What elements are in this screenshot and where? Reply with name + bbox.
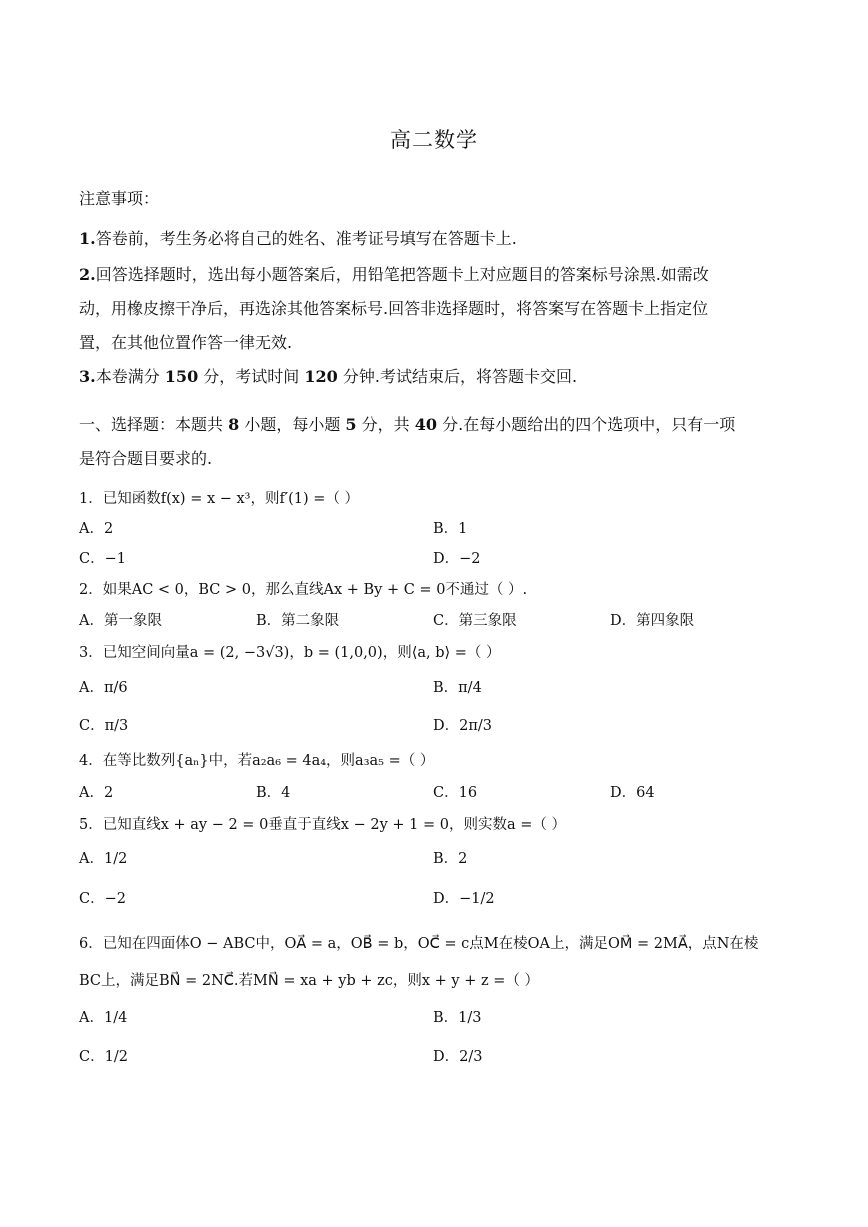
question-3-option-c: C．π/3 [79, 718, 129, 734]
question-5-option-c: C．−2 [79, 891, 126, 907]
question-1-option-a: A．2 [79, 521, 114, 537]
notice-item-number: 3. [79, 367, 96, 386]
section-text: 分.在每小题给出的四个选项中，只有一项 [437, 415, 736, 434]
notice-item-2-line3: 置，在其他位置作答一律无效. [79, 333, 293, 352]
notice-text: 本卷满分 [95, 367, 165, 386]
question-1-option-b: B．1 [433, 521, 468, 537]
question-2-option-d: D．第四象限 [610, 613, 695, 629]
question-6-option-b: B．1/3 [433, 1010, 482, 1026]
section-text: 分，共 [356, 415, 415, 434]
question-count: 8 [228, 415, 240, 434]
points-total: 40 [414, 415, 438, 434]
section-text: 一、选择题：本题共 [79, 415, 229, 434]
notice-item-text: 回答选择题时，选出每小题答案后，用铅笔把答题卡上对应题目的答案标号涂黑.如需改 [95, 265, 709, 284]
question-2-stem: 2．如果AC < 0，BC > 0，那么直线Ax + By + C = 0不通过（ ）. [79, 582, 528, 598]
question-1-stem: 1．已知函数f(x) = x − x³，则f′(1) =（ ） [79, 491, 360, 507]
section-text: 小题，每小题 [239, 415, 346, 434]
notice-item-2 [79, 262, 709, 285]
question-5-option-d: D．−1/2 [433, 891, 495, 907]
question-6-option-a: A．1/4 [79, 1010, 128, 1026]
question-1-option-d: D．−2 [433, 551, 481, 567]
question-3-option-b: B．π/4 [433, 680, 482, 696]
page-title: 高二数学 [390, 128, 478, 152]
question-2-option-b: B．第二象限 [256, 613, 340, 629]
question-4-option-d: D．64 [610, 785, 655, 801]
question-3-option-d: D．2π/3 [433, 718, 492, 734]
question-4-option-c: C．16 [433, 785, 478, 801]
question-4-stem: 4．在等比数列{aₙ}中，若a₂a₆ = 4a₄，则a₃a₅ =（ ） [79, 753, 435, 769]
question-6-option-c: C．1/2 [79, 1049, 128, 1065]
question-6-stem-line2: BC上，满足BN⃗ = 2NC⃗.若MN⃗ = xa + yb + zc，则x + y + z =（ ） [79, 973, 539, 989]
notice-text: 分，考试时间 [198, 367, 305, 386]
section-heading [79, 412, 735, 435]
question-1-option-c: C．−1 [79, 551, 126, 567]
question-5-stem: 5．已知直线x + ay − 2 = 0垂直于直线x − 2y + 1 = 0，则实数a =（ ） [79, 817, 566, 833]
notice-item-text: 答卷前，考生务必将自己的姓名、准考证号填写在答题卡上. [95, 229, 517, 248]
question-5-option-b: B．2 [433, 851, 468, 867]
question-2-option-c: C．第三象限 [433, 613, 517, 629]
notice-item-number: 1. [79, 229, 96, 248]
question-4-option-b: B．4 [256, 785, 291, 801]
question-3-option-a: A．π/6 [79, 680, 128, 696]
notice-item-number: 2. [79, 265, 96, 284]
notice-text: 分钟.考试结束后，将答题卡交回. [337, 367, 578, 386]
question-6-stem: 6．已知在四面体O − ABC中，OA⃗ = a，OB⃗ = b，OC⃗ = c点M在棱OA上，满足OM⃗ = 2MA⃗，点N在棱 [79, 936, 759, 952]
full-score: 150 [164, 367, 199, 386]
question-4-option-a: A．2 [79, 785, 114, 801]
question-6-option-d: D．2/3 [433, 1049, 483, 1065]
question-3-stem: 3．已知空间向量a = (2, −3√3)，b = (1,0,0)，则⟨a, b⟩ =（ ） [79, 645, 501, 661]
question-2-option-a: A．第一象限 [79, 613, 162, 629]
notice-item-1 [79, 226, 517, 249]
section-heading-line2: 是符合题目要求的. [79, 449, 213, 468]
notice-item-3 [79, 364, 577, 387]
question-5-option-a: A．1/2 [79, 851, 128, 867]
notice-heading: 注意事项： [79, 189, 160, 208]
points-each: 5 [345, 415, 357, 434]
notice-item-2-line2: 动，用橡皮擦干净后，再选涂其他答案标号.回答非选择题时，将答案写在答题卡上指定位 [79, 299, 709, 318]
exam-time: 120 [304, 367, 338, 386]
